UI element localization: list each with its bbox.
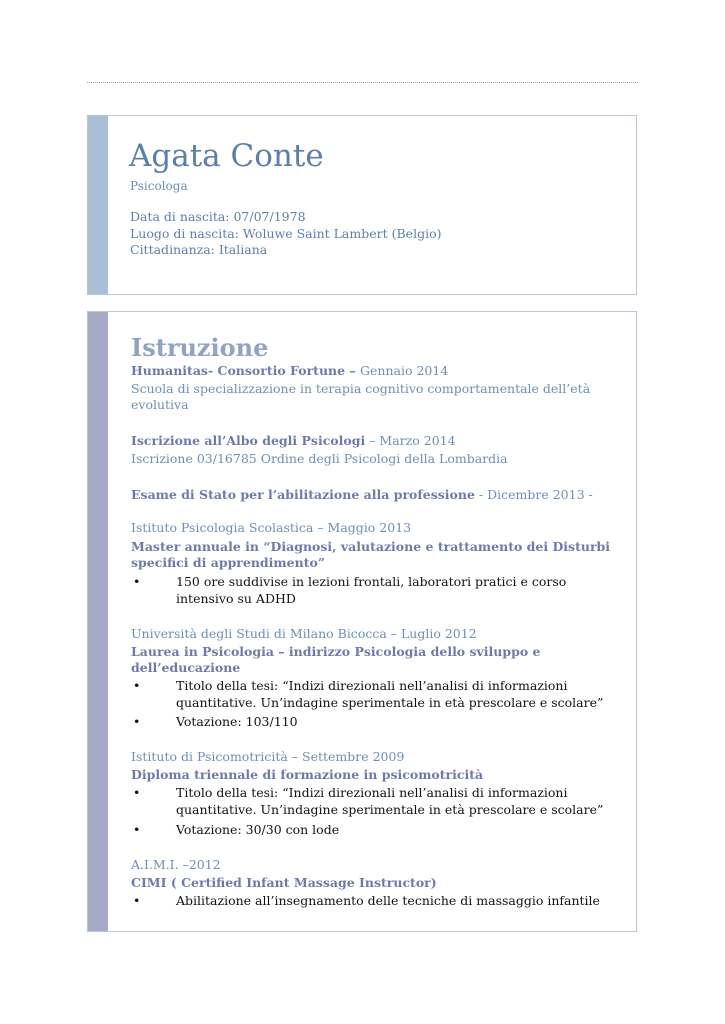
- entry-esame-date: - Dicembre 2013 -: [474, 487, 593, 502]
- birth-place: Luogo di nascita: Woluwe Saint Lambert (Belgio): [130, 226, 442, 241]
- entry-humanitas-title: Humanitas- Consortio Fortune –: [131, 363, 361, 378]
- person-name: Agata Conte: [129, 138, 324, 174]
- education-card: [87, 311, 637, 932]
- entry-master-title: Master annuale in “Diagnosi, valutazione e trattamento dei Disturbi specifici di apprendimento”: [131, 539, 611, 570]
- entry-humanitas-desc: Scuola di specializzazione in terapia cognitivo comportamentale dell’età evolutiva: [131, 381, 591, 412]
- entry-master-institution: Istituto Psicologia Scolastica – Maggio 2013: [131, 520, 412, 535]
- bullet-text: Titolo della tesi: “Indizi direzionali nell’analisi di informazioni quantitative. Un’indagine sperimentale in età prescolare e scolare”: [176, 785, 604, 817]
- person-role: Psicologa: [130, 179, 188, 193]
- entry-psicomotricita-institution: Istituto di Psicomotricità – Settembre 2009: [131, 749, 405, 764]
- entry-aimi-institution: A.I.M.I. –2012: [131, 857, 221, 872]
- bullet-dot: •: [133, 893, 141, 908]
- entry-psicomotricita-title: Diploma triennale di formazione in psicomotricità: [131, 767, 484, 782]
- bullet-dot: •: [133, 574, 141, 589]
- bullet-dot: •: [133, 678, 141, 693]
- entry-laurea-institution: Università degli Studi di Milano Bicocca – Luglio 2012: [131, 626, 477, 641]
- bullet-text: Titolo della tesi: “Indizi direzionali nell’analisi di informazioni quantitative. Un’indagine sperimentale in età prescolare e scolare”: [176, 678, 604, 710]
- citizenship: Cittadinanza: Italiana: [130, 242, 268, 257]
- section-title: Istruzione: [131, 333, 269, 362]
- bullet-dot: •: [133, 714, 141, 729]
- birth-date: Data di nascita: 07/07/1978: [130, 209, 306, 224]
- entry-laurea-title: Laurea in Psicologia – indirizzo Psicologia dello sviluppo e dell’educazione: [131, 644, 541, 675]
- bullet-dot: •: [133, 822, 141, 837]
- header-card: [87, 115, 637, 295]
- education-accent-bar: [88, 312, 108, 931]
- top-divider: [87, 82, 638, 83]
- entry-humanitas-heading: [131, 363, 626, 379]
- entry-esame-heading: [131, 487, 626, 503]
- entry-esame-title: Esame di Stato per l’abilitazione alla professione: [131, 487, 475, 502]
- bullet-text: 150 ore suddivise in lezioni frontali, laboratori pratici e corso intensivo su ADHD: [176, 574, 567, 606]
- entry-albo-desc: Iscrizione 03/16785 Ordine degli Psicologi della Lombardia: [131, 451, 508, 466]
- entry-albo-title: Iscrizione all’Albo degli Psicologi: [131, 433, 366, 448]
- header-accent-bar: [88, 116, 108, 294]
- entry-albo-date: – Marzo 2014: [365, 433, 456, 448]
- bullet-dot: •: [133, 785, 141, 800]
- bullet-text: Votazione: 30/30 con lode: [176, 822, 340, 837]
- bullet-text: Votazione: 103/110: [176, 714, 298, 729]
- entry-humanitas-date: Gennaio 2014: [360, 363, 449, 378]
- entry-albo-heading: [131, 433, 626, 449]
- bullet-text: Abilitazione all’insegnamento delle tecniche di massaggio infantile: [176, 893, 600, 908]
- entry-aimi-title: CIMI ( Certified Infant Massage Instructor): [131, 875, 437, 890]
